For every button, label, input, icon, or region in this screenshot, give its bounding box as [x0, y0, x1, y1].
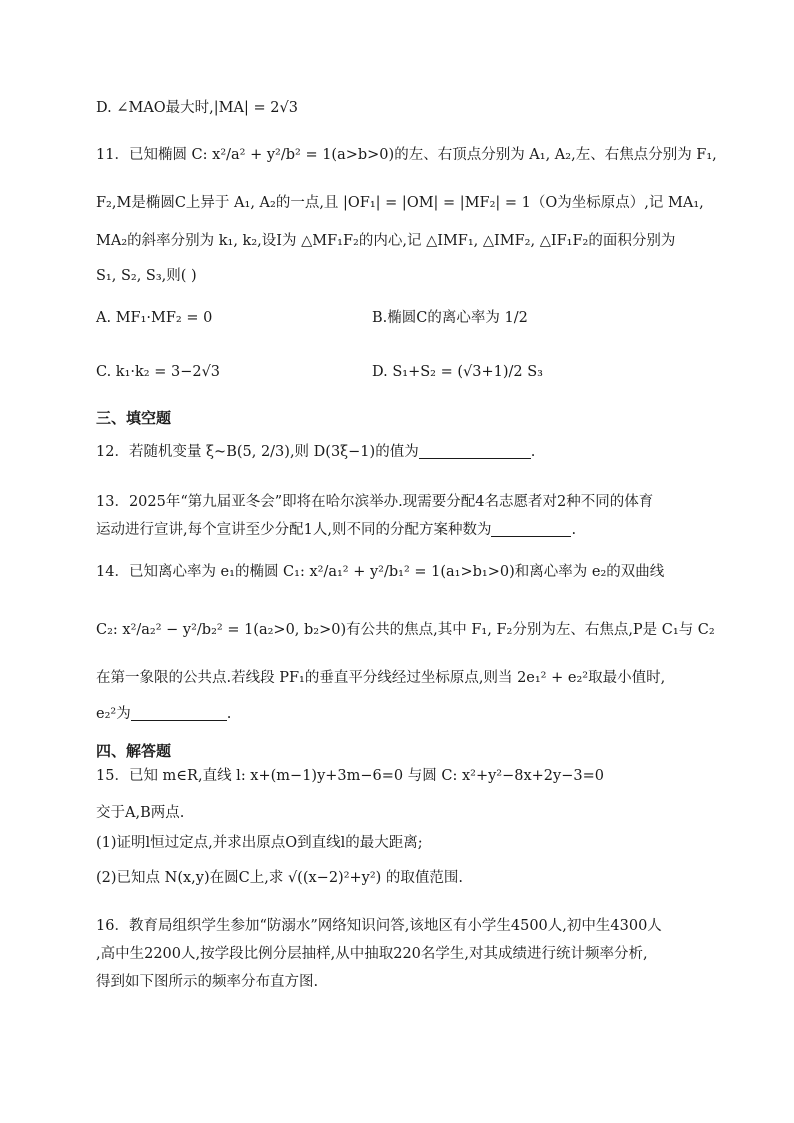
- q11-option-a: A. MF₁·MF₂ = 0: [96, 310, 213, 326]
- q14-stem: e₂²为: [96, 706, 131, 722]
- q15-part-2: (2)已知点 N(x,y)在圆C上,求 √((x−2)²+y²) 的取值范围.: [96, 870, 464, 886]
- q15-line-1: 15．已知 m∈R,直线 l: x+(m−1)y+3m−6=0 与圆 C: x²+y²−8x+2y−3=0: [96, 768, 604, 784]
- q12-stem: 12．若随机变量 ξ~B(5, 2/3),则 D(3ξ−1)的值为: [96, 444, 419, 460]
- q16-line-2: ,高中生2200人,按学段比例分层抽样,从中抽取220名学生,对其成绩进行统计频率分析,: [96, 946, 648, 962]
- q13-stem: 运动进行宣讲,每个宣讲至少分配1人,则不同的分配方案种数为: [96, 522, 492, 538]
- q10-option-d: D. ∠MAO最大时,|MA| = 2√3: [96, 100, 298, 116]
- q16-line-3: 得到如下图所示的频率分布直方图.: [96, 974, 319, 990]
- q13-answer-blank: [491, 520, 571, 537]
- q11-line-4: S₁, S₂, S₃,则( ): [96, 268, 197, 284]
- q11-option-b: B.椭圆C的离心率为 1/2: [372, 310, 528, 326]
- q14-line-4: e₂²为 .: [96, 706, 232, 722]
- q14-line-3: 在第一象限的公共点.若线段 PF₁的垂直平分线经过坐标原点,则当 2e₁² + e₂²取最小值时,: [96, 670, 666, 686]
- q12-answer-blank: [419, 442, 531, 459]
- q12-text: 12．若随机变量 ξ~B(5, 2/3),则 D(3ξ−1)的值为 .: [96, 444, 536, 460]
- q13-line-1: 13．2025年“第九届亚冬会”即将在哈尔滨举办.现需要分配4名志愿者对2种不同的体育: [96, 494, 654, 510]
- q16-line-1: 16．教育局组织学生参加“防溺水”网络知识问答,该地区有小学生4500人,初中生4300人: [96, 918, 662, 934]
- q13-line-2: 运动进行宣讲,每个宣讲至少分配1人,则不同的分配方案种数为 .: [96, 522, 577, 538]
- q11-line-3: MA₂的斜率分别为 k₁, k₂,设I为 △MF₁F₂的内心,记 △IMF₁, △IMF₂, △IF₁F₂的面积分别为: [96, 233, 676, 249]
- q14-line-1: 14．已知离心率为 e₁的椭圆 C₁: x²/a₁² + y²/b₁² = 1(a₁>b₁>0)和离心率为 e₂的双曲线: [96, 564, 665, 580]
- q11-option-d: D. S₁+S₂ = (√3+1)/2 S₃: [372, 364, 543, 380]
- q11-line-1: 11．已知椭圆 C: x²/a² + y²/b² = 1(a>b>0)的左、右顶点分别为 A₁, A₂,左、右焦点分别为 F₁,: [96, 147, 717, 163]
- section-fill-blank: 三、填空题: [96, 409, 172, 427]
- q11-option-c: C. k₁·k₂ = 3−2√3: [96, 364, 221, 380]
- q14-line-2: C₂: x²/a₂² − y²/b₂² = 1(a₂>0, b₂>0)有公共的焦点,其中 F₁, F₂分别为左、右焦点,P是 C₁与 C₂: [96, 622, 715, 638]
- q15-part-1: (1)证明l恒过定点,并求出原点O到直线l的最大距离;: [96, 835, 423, 851]
- q11-line-2: F₂,M是椭圆C上异于 A₁, A₂的一点,且 |OF₁| = |OM| = |MF₂| = 1（O为坐标原点）,记 MA₁,: [96, 195, 704, 211]
- q14-answer-blank: [131, 704, 227, 721]
- section-solve: 四、解答题: [96, 742, 172, 760]
- q15-line-2: 交于A,B两点.: [96, 805, 185, 821]
